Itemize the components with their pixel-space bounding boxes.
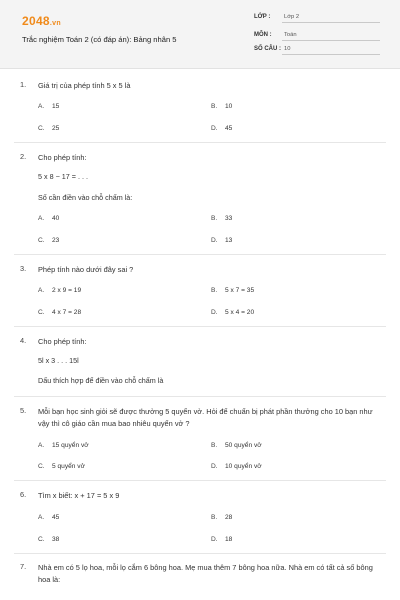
option-c[interactable] [38,463,85,470]
question-text: Giá trị của phép tính 5 x 5 là [38,81,131,90]
divider [14,396,386,397]
option-letter: B. [211,215,218,222]
option-b[interactable] [211,442,262,449]
option-text: 10 quyển vở [225,463,262,470]
meta-class-label: LỚP : [254,14,271,20]
option-letter: A. [38,103,45,110]
question-line: Dấu thích hợp để điền vào chỗ chấm là [38,376,164,385]
question-number: 1. [20,80,27,89]
question-text: Tìm x biết: x + 17 = 5 x 9 [38,491,120,500]
divider [14,480,386,481]
option-letter: C. [38,125,45,132]
option-b[interactable] [211,103,232,110]
option-text: 18 [225,536,233,543]
question-text: Nhà em có 5 lọ hoa, mỗi lọ cắm 6 bông hoa. Mẹ mua thêm 7 bông hoa nữa. Nhà em có tất cả số bông hoa là: [38,563,373,584]
option-letter: D. [211,463,218,470]
option-b[interactable] [211,215,232,222]
option-letter: A. [38,287,45,294]
option-letter: B. [211,442,218,449]
meta-subject-value: Toán [282,30,380,41]
question-number: 7. [20,562,27,571]
option-b[interactable] [211,287,254,294]
option-letter: D. [211,536,218,543]
option-d[interactable] [211,463,262,470]
option-letter: D. [211,125,218,132]
option-letter: A. [38,442,45,449]
option-text: 40 [52,215,60,222]
meta-subject [254,30,380,41]
divider [14,254,386,255]
logo-text: 2048 [22,14,50,28]
option-text: 50 quyển vở [225,442,262,449]
option-letter: D. [211,237,218,244]
option-text: 23 [52,237,60,244]
site-logo[interactable] [22,14,61,28]
option-text: 15 [52,103,60,110]
question-text: Phép tính nào dưới đây sai ? [38,265,134,274]
question-number: 3. [20,264,27,273]
option-letter: A. [38,514,45,521]
divider [14,553,386,554]
meta-subject-label: MÔN : [254,32,272,38]
option-letter: B. [211,103,218,110]
logo-domain: .vn [49,20,61,27]
option-text: 2 x 9 = 19 [52,287,82,294]
divider [14,326,386,327]
quiz-header [0,0,400,69]
option-letter: C. [38,309,45,316]
option-letter: C. [38,536,45,543]
option-text: 45 [225,125,233,132]
quiz-title: Trắc nghiệm Toán 2 (có đáp án): Bảng nhân 5 [22,35,177,44]
option-a[interactable] [38,287,81,294]
option-letter: B. [211,287,218,294]
option-d[interactable] [211,309,254,316]
option-a[interactable] [38,514,59,521]
option-c[interactable] [38,309,81,316]
question-line: 5l x 3 . . . 15l [38,356,79,365]
option-d[interactable] [211,125,232,132]
option-letter: A. [38,215,45,222]
question-text: Mỗi bạn học sinh giỏi sẽ được thưởng 5 quyển vở. Hỏi để chuẩn bị phát phần thưởng cho 10 bạn như vậy thì cô giáo cần mua bao nhiêu quyển vở ? [38,407,373,428]
option-letter: C. [38,237,45,244]
option-text: 38 [52,536,60,543]
option-letter: B. [211,514,218,521]
question-line: Số cần điền vào chỗ chấm là: [38,193,133,202]
option-c[interactable] [38,536,59,543]
option-letter: C. [38,463,45,470]
option-text: 4 x 7 = 28 [52,309,82,316]
meta-count-value: 10 [282,44,380,55]
option-letter: D. [211,309,218,316]
option-text: 15 quyển vở [52,442,89,449]
question-text: Cho phép tính: [38,153,87,162]
option-d[interactable] [211,536,232,543]
option-text: 5 x 7 = 35 [225,287,255,294]
option-text: 33 [225,215,233,222]
option-text: 5 x 4 = 20 [225,309,255,316]
question-line: 5 x 8 − 17 = . . . [38,172,88,181]
option-c[interactable] [38,237,59,244]
option-text: 5 quyển vở [52,463,85,470]
meta-count-label: SỐ CÂU : [254,46,281,52]
meta-class [254,12,380,23]
option-text: 25 [52,125,60,132]
option-c[interactable] [38,125,59,132]
question-number: 2. [20,152,27,161]
option-b[interactable] [211,514,232,521]
option-text: 45 [52,514,60,521]
question-number: 5. [20,406,27,415]
divider [14,142,386,143]
option-text: 10 [225,103,233,110]
question-number: 6. [20,490,27,499]
option-a[interactable] [38,442,89,449]
option-text: 28 [225,514,233,521]
meta-count [254,44,380,55]
question-number: 4. [20,336,27,345]
meta-class-value: Lớp 2 [282,12,380,23]
option-a[interactable] [38,215,59,222]
option-a[interactable] [38,103,59,110]
option-d[interactable] [211,237,232,244]
option-text: 13 [225,237,233,244]
question-text: Cho phép tính: [38,337,87,346]
